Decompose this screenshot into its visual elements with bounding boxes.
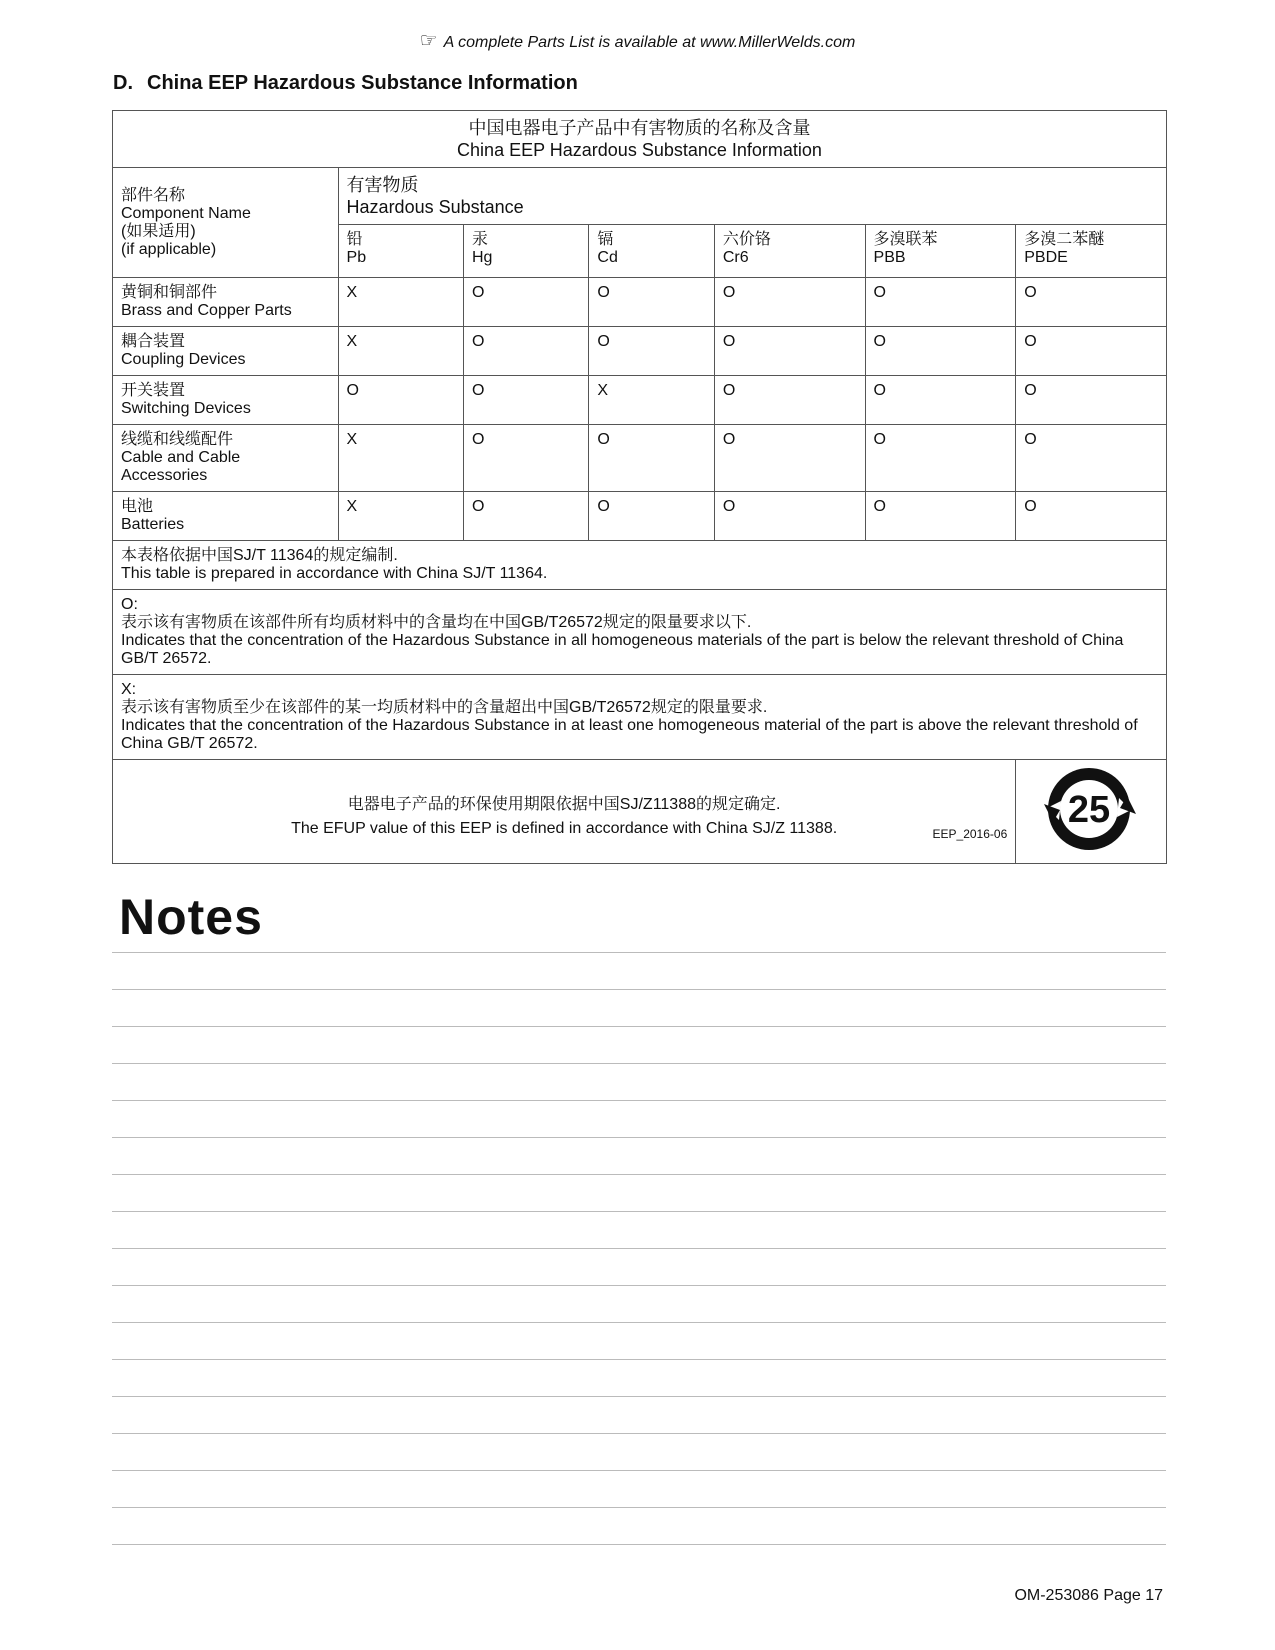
table-title-en: China EEP Hazardous Substance Information (457, 140, 822, 160)
x-note-en: Indicates that the concentration of the Hazardous Substance in at least one homogeneous material of the part is above the relevant threshold of China GB/T 26572. (121, 717, 1138, 752)
value-cell: O (589, 327, 714, 376)
notes-line (112, 1433, 1166, 1434)
component-header-en: Component Name (121, 204, 251, 222)
notes-line (112, 1100, 1166, 1101)
value-cell: O (865, 492, 1016, 541)
o-note-en: Indicates that the concentration of the Hazardous Substance in all homogeneous materials of the part is below the relevant threshold of China GB/T 26572. (121, 632, 1124, 667)
x-note-label: X: (121, 681, 137, 698)
notes-line (112, 952, 1166, 953)
value-cell: O (714, 376, 865, 425)
substance-header-pb (338, 225, 463, 278)
table-row (113, 425, 1167, 492)
notes-heading: Notes (119, 889, 263, 945)
component-name-header (113, 168, 339, 278)
value-cell: O (865, 278, 1016, 327)
notes-line (112, 989, 1166, 990)
notes-line (112, 1248, 1166, 1249)
substance-en: PBB (873, 249, 906, 266)
value-cell: O (463, 376, 588, 425)
value-cell: O (714, 327, 865, 376)
component-en: Coupling Devices (121, 351, 246, 368)
component-header-cn: 部件名称 (121, 186, 186, 204)
component-en: Brass and Copper Parts (121, 302, 292, 319)
value-cell: X (589, 376, 714, 425)
substance-cn: 六价铬 (722, 231, 771, 248)
substance-header-pbb (865, 225, 1016, 278)
value-cell: O (865, 327, 1016, 376)
value-cell: O (589, 278, 714, 327)
value-cell: O (589, 425, 714, 492)
table-row (113, 492, 1167, 541)
section-letter: D. (113, 72, 133, 94)
section-heading (113, 72, 578, 95)
efup-note (113, 760, 1016, 864)
component-cn: 黄铜和铜部件 (121, 284, 218, 301)
notes-line (112, 1359, 1166, 1360)
o-definition-note (113, 590, 1167, 675)
value-cell: O (714, 492, 865, 541)
substance-header-cr6 (714, 225, 865, 278)
substance-en: Hg (471, 249, 493, 266)
x-note-cn: 表示该有害物质至少在该部件的某一均质材料中的含量超出中国GB/T26572规定的限量要求. (121, 699, 768, 716)
parts-list-note (0, 28, 1275, 53)
table-row (113, 327, 1167, 376)
hazardous-header-cn: 有害物质 (346, 175, 419, 195)
component-cn: 开关装置 (121, 382, 186, 399)
component-cell (113, 327, 339, 376)
component-cn: 耦合装置 (121, 333, 186, 350)
value-cell: O (463, 278, 588, 327)
notes-line (112, 1285, 1166, 1286)
notes-line (112, 1211, 1166, 1212)
substance-cn: 多溴二苯醚 (1024, 231, 1105, 248)
value-cell: O (1016, 492, 1167, 541)
component-en: Switching Devices (121, 400, 251, 417)
value-cell: O (865, 376, 1016, 425)
component-cell (113, 278, 339, 327)
component-cn: 电池 (121, 498, 154, 515)
efup-value: 25 (1067, 789, 1111, 831)
substance-cn: 镉 (597, 231, 614, 248)
substance-cn: 汞 (471, 231, 488, 248)
substance-en: Pb (346, 249, 367, 266)
prepared-note-cn: 本表格依据中国SJ/T 11364的规定编制. (121, 547, 398, 564)
notes-line (112, 1507, 1166, 1508)
o-note-label: O: (121, 596, 138, 613)
component-header-en-applicable: (if applicable) (121, 240, 217, 258)
component-cell (113, 492, 339, 541)
value-cell: O (1016, 376, 1167, 425)
table-title-cn: 中国电器电子产品中有害物质的名称及含量 (468, 118, 811, 138)
efup-logo-cell (1016, 760, 1167, 864)
value-cell: X (338, 492, 463, 541)
substance-en: PBDE (1024, 249, 1068, 266)
table-row (113, 278, 1167, 327)
substance-cn: 铅 (346, 231, 363, 248)
component-en: Cable and Cable Accessories (121, 449, 241, 484)
value-cell: O (714, 425, 865, 492)
prepared-note-en: This table is prepared in accordance with China SJ/T 11364. (121, 565, 548, 582)
efup-note-en: The EFUP value of this EEP is defined in accordance with China SJ/Z 11388. (291, 819, 838, 837)
notes-line (112, 1470, 1166, 1471)
component-en: Batteries (121, 516, 185, 533)
substance-header-cd (589, 225, 714, 278)
notes-line (112, 1396, 1166, 1397)
value-cell: O (1016, 278, 1167, 327)
table-row (113, 376, 1167, 425)
substance-header-hg (463, 225, 588, 278)
notes-line (112, 1174, 1166, 1175)
notes-line (112, 1063, 1166, 1064)
value-cell: X (338, 278, 463, 327)
notes-line (112, 1137, 1166, 1138)
substance-en: Cd (597, 249, 618, 266)
parts-list-note-text: A complete Parts List is available at www.MillerWelds.com (443, 34, 856, 51)
section-title-text: China EEP Hazardous Substance Information (147, 72, 578, 94)
pointing-hand-icon: ☞ (419, 30, 438, 52)
x-definition-note (113, 675, 1167, 760)
hazardous-header-en: Hazardous Substance (346, 197, 524, 217)
value-cell: O (1016, 327, 1167, 376)
notes-line (112, 1544, 1166, 1545)
substance-header-pbde (1016, 225, 1167, 278)
o-note-cn: 表示该有害物质在该部件所有均质材料中的含量均在中国GB/T26572规定的限量要求以下. (121, 614, 752, 631)
substance-cn: 多溴联苯 (873, 231, 938, 248)
hazardous-substance-header (338, 168, 1166, 225)
value-cell: O (463, 425, 588, 492)
component-cn: 线缆和线缆配件 (121, 431, 234, 448)
value-cell: O (463, 327, 588, 376)
table-title (113, 111, 1167, 168)
efup-note-cn: 电器电子产品的环保使用期限依据中国SJ/Z11388的规定确定. (347, 795, 781, 813)
value-cell: O (1016, 425, 1167, 492)
value-cell: O (338, 376, 463, 425)
value-cell: O (589, 492, 714, 541)
substance-en: Cr6 (722, 249, 749, 266)
value-cell: O (865, 425, 1016, 492)
prepared-note (113, 541, 1167, 590)
value-cell: X (338, 425, 463, 492)
component-cell (113, 425, 339, 492)
value-cell: X (338, 327, 463, 376)
efup-25-logo-icon (1041, 764, 1141, 854)
value-cell: O (463, 492, 588, 541)
notes-line (112, 1026, 1166, 1027)
component-cell (113, 376, 339, 425)
hazardous-substance-table (112, 110, 1167, 864)
notes-line (112, 1322, 1166, 1323)
component-header-cn-applicable: (如果适用) (121, 222, 196, 240)
value-cell: O (714, 278, 865, 327)
eep-code: EEP_2016-06 (932, 827, 1008, 841)
page-footer: OM-253086 Page 17 (1014, 1587, 1163, 1604)
